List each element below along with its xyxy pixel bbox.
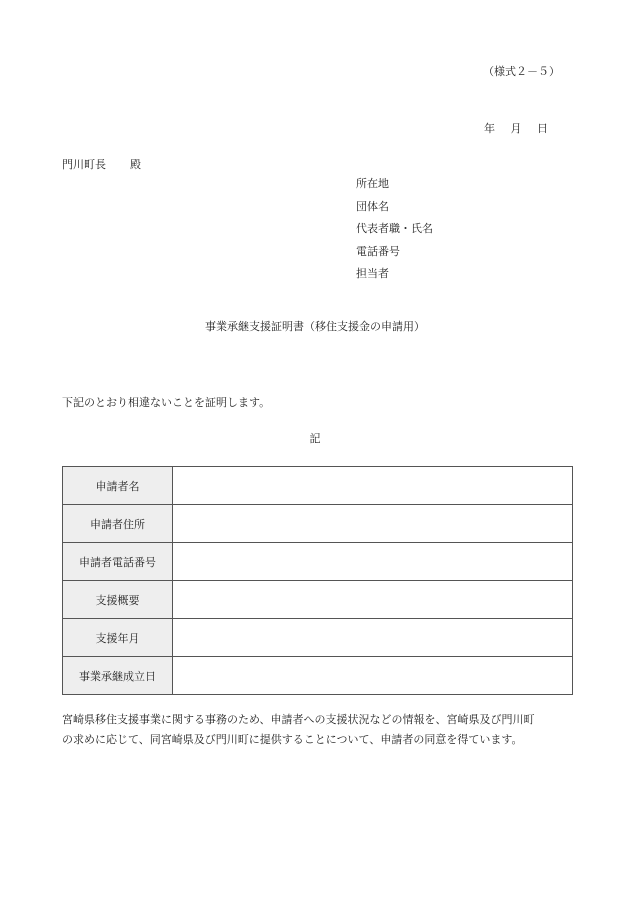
row-label-succession-date: 事業承継成立日 [63,657,173,695]
table-row [63,543,573,581]
applicant-phone-field[interactable] [173,543,573,581]
applicant-field-address: 所在地 [356,177,389,190]
support-date-field[interactable] [173,619,573,657]
consent-paragraph [62,710,582,750]
table-row [63,467,573,505]
table-row [63,581,573,619]
certification-statement: 下記のとおり相違ないことを証明します。 [62,396,271,409]
applicant-name-field[interactable] [173,467,573,505]
consent-line-2: の求めに応じて、同宮崎県及び門川町に提供することについて、申請者の同意を得ています。 [62,733,523,746]
ki-heading: 記 [309,432,321,445]
support-summary-field[interactable] [173,581,573,619]
row-label-applicant-name: 申請者名 [63,467,173,505]
table-row [63,505,573,543]
row-label-support-date: 支援年月 [63,619,173,657]
table-row [63,657,573,695]
applicant-block [356,177,433,290]
date-line: 年 月 日 [484,122,548,135]
addressee [62,158,141,172]
row-label-applicant-address: 申請者住所 [63,505,173,543]
applicant-field-organization: 団体名 [356,199,389,213]
addressee-name: 門川町長 [62,158,106,171]
form-number: （様式２－５） [483,65,560,78]
succession-date-field[interactable] [173,657,573,695]
info-table [62,466,573,695]
applicant-field-contact: 担当者 [356,267,389,280]
document-title: 事業承継支援証明書（移住支援金の申請用） [205,320,425,333]
row-label-support-summary: 支援概要 [63,581,173,619]
applicant-address-field[interactable] [173,505,573,543]
applicant-field-representative: 代表者職・氏名 [356,222,433,235]
row-label-applicant-phone: 申請者電話番号 [63,543,173,581]
applicant-field-phone: 電話番号 [356,244,400,258]
consent-line-1: 宮崎県移住支援事業に関する事務のため、申請者への支援状況などの情報を、宮崎県及び門川町 [62,713,535,726]
table-row [63,619,573,657]
addressee-honorific: 殿 [130,158,141,171]
